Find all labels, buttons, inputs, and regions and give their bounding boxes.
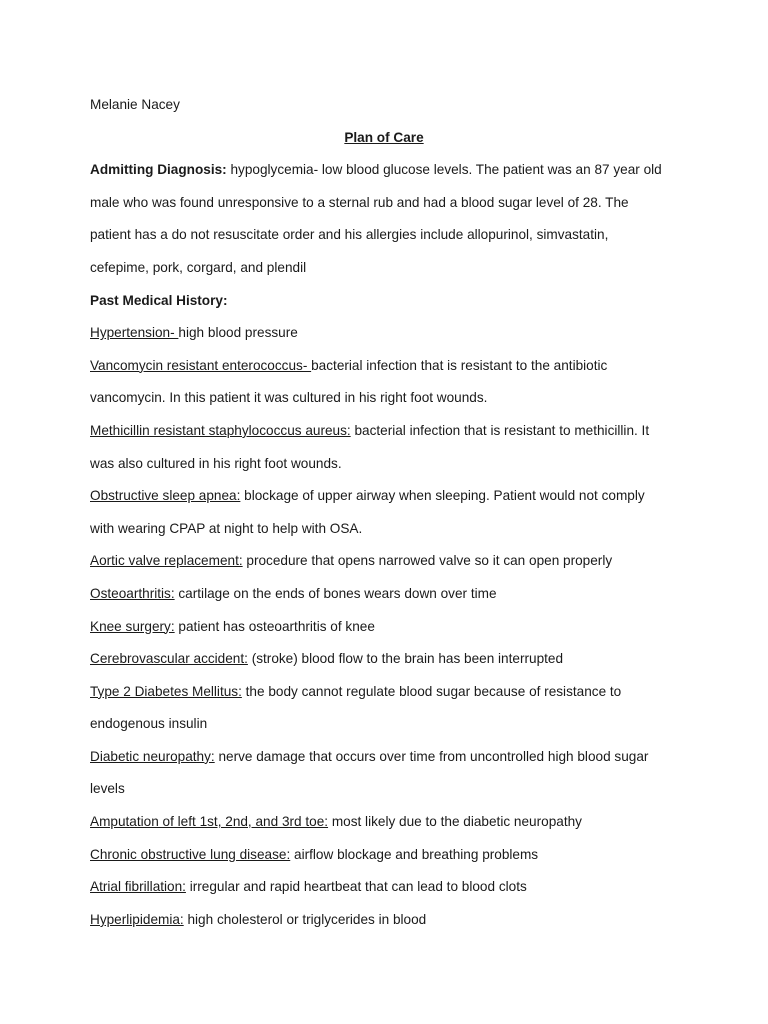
history-item-osteoarthritis xyxy=(90,578,678,611)
history-desc: nerve damage that occurs over time from uncontrolled high blood sugar xyxy=(214,748,649,764)
history-desc: airflow blockage and breathing problems xyxy=(290,846,539,862)
history-item-knee-surgery xyxy=(90,611,678,644)
history-item-osa xyxy=(90,480,678,513)
history-desc: bacterial infection that is resistant to the antibiotic xyxy=(311,357,608,373)
history-item-osa-cont: with wearing CPAP at night to help with OSA. xyxy=(90,520,363,536)
admitting-diagnosis-line-4: cefepime, pork, corgard, and plendil xyxy=(90,259,307,275)
history-term: Atrial fibrillation: xyxy=(90,879,186,895)
history-item-mrsa xyxy=(90,415,678,448)
document-title: Plan of Care xyxy=(344,129,424,145)
past-medical-history-heading: Past Medical History: xyxy=(90,292,228,308)
history-item-mrsa-cont: was also cultured in his right foot wounds. xyxy=(90,455,342,471)
author-name: Melanie Nacey xyxy=(90,97,180,112)
history-term: Amputation of left 1st, 2nd, and 3rd toe: xyxy=(90,814,329,830)
history-desc: cartilage on the ends of bones wears down over time xyxy=(174,585,497,601)
admitting-diagnosis-line-3: patient has a do not resuscitate order and his allergies include allopurinol, simvastatin, xyxy=(90,227,609,243)
history-term: Vancomycin resistant enterococcus- xyxy=(90,357,312,373)
history-desc: patient has osteoarthritis of knee xyxy=(174,618,375,634)
history-item-afib xyxy=(90,871,678,904)
history-item-hyperlipidemia xyxy=(90,904,678,937)
history-item-diabetes-cont: endogenous insulin xyxy=(90,716,208,732)
history-item-aortic-valve xyxy=(90,545,678,578)
history-item-cva xyxy=(90,643,678,676)
history-term: Obstructive sleep apnea: xyxy=(90,488,241,504)
history-item-copd xyxy=(90,839,678,872)
history-term: Type 2 Diabetes Mellitus: xyxy=(90,683,242,699)
history-item-vre xyxy=(90,350,678,383)
history-term: Chronic obstructive lung disease: xyxy=(90,846,291,862)
admitting-diagnosis-line-2: male who was found unresponsive to a sternal rub and had a blood sugar level of 28. The xyxy=(90,194,629,210)
history-desc: (stroke) blood flow to the brain has been interrupted xyxy=(247,651,564,667)
history-desc: bacterial infection that is resistant to methicillin. It xyxy=(350,422,650,438)
history-term: Osteoarthritis: xyxy=(90,585,175,601)
history-term: Diabetic neuropathy: xyxy=(90,748,215,764)
history-term: Hypertension- xyxy=(90,325,179,341)
history-desc: the body cannot regulate blood sugar because of resistance to xyxy=(241,683,622,699)
history-term: Knee surgery: xyxy=(90,618,175,634)
history-desc: most likely due to the diabetic neuropathy xyxy=(328,814,582,830)
history-term: Hyperlipidemia: xyxy=(90,911,184,927)
history-item-vre-cont: vancomycin. In this patient it was cultured in his right foot wounds. xyxy=(90,390,488,406)
history-desc: blockage of upper airway when sleeping. Patient would not comply xyxy=(240,488,645,504)
history-item-hypertension xyxy=(90,317,678,350)
history-term: Cerebrovascular accident: xyxy=(90,651,248,667)
admitting-diagnosis-line-1 xyxy=(90,154,678,187)
history-desc: irregular and rapid heartbeat that can lead to blood clots xyxy=(185,879,527,895)
history-item-amputation xyxy=(90,806,678,839)
admitting-diagnosis-text: hypoglycemia- low blood glucose levels. The patient was an 87 year old xyxy=(226,162,662,178)
history-term: Methicillin resistant staphylococcus aureus: xyxy=(90,422,351,438)
history-item-neuropathy xyxy=(90,741,678,774)
admitting-diagnosis-label: Admitting Diagnosis: xyxy=(90,162,227,178)
history-term: Aortic valve replacement: xyxy=(90,553,243,569)
history-item-diabetes xyxy=(90,676,678,709)
history-item-neuropathy-cont: levels xyxy=(90,781,125,797)
history-desc: high blood pressure xyxy=(178,325,298,341)
history-desc: procedure that opens narrowed valve so it can open properly xyxy=(242,553,613,569)
history-desc: high cholesterol or triglycerides in blood xyxy=(183,911,427,927)
